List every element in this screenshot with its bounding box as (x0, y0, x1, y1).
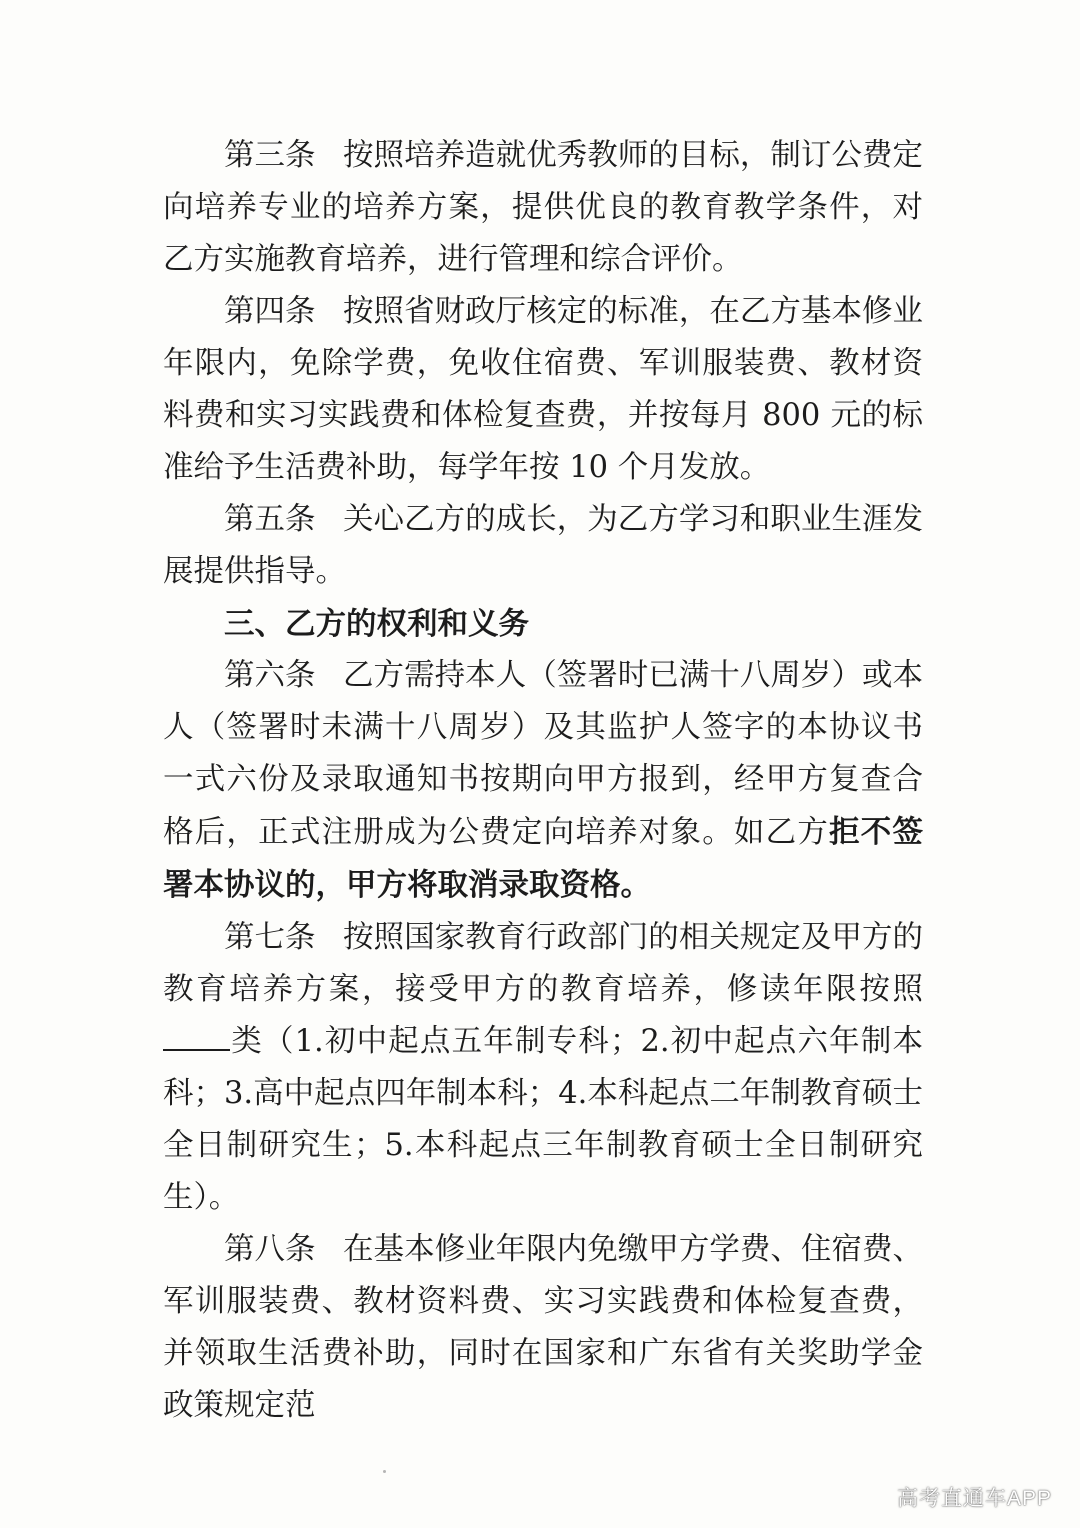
document-body (163, 130, 923, 1432)
article-6-bold-text: 拒不签署本协议的，甲方将取消录取资格。 (163, 814, 924, 903)
article-7-text-after: 类（1.初中起点五年制专科；2.初中起点六年制本科；3.高中起点四年制本科；4.本科起点二年制教育硕士全日制研究生；5.本科起点三年制教育硕士全日制研究生）。 (163, 1024, 923, 1215)
scan-speck (383, 1470, 386, 1473)
article-7 (163, 912, 923, 1224)
article-3-number: 第三条 (224, 138, 316, 173)
article-3-text: 按照培养造就优秀教师的目标，制订公费定向培养专业的培养方案，提供优良的教育教学条件，对乙方实施教育培养，进行管理和综合评价。 (163, 138, 924, 277)
article-8 (163, 1224, 923, 1432)
article-4-text: 按照省财政厅核定的标准，在乙方基本修业年限内，免除学费，免收住宿费、军训服装费、教材资料费和实习实践费和体检复查费，并按每月 800 元的标准给予生活费补助，每学年按 10 个月发放。 (163, 294, 924, 485)
watermark: 高考直通车APP (896, 1487, 1052, 1510)
article-6 (163, 650, 923, 912)
article-8-number: 第八条 (224, 1232, 316, 1267)
article-8-text: 在基本修业年限内免缴甲方学费、住宿费、军训服装费、教材资料费、实习实践费和体检复查费，并领取生活费补助，同时在国家和广东省有关奖助学金政策规定范 (163, 1232, 924, 1423)
article-4-number: 第四条 (224, 294, 316, 329)
article-5 (163, 494, 923, 598)
article-6-text: 乙方需持本人（签署时已满十八周岁）或本人（签署时未满十八周岁）及其监护人签字的本协议书一式六份及录取通知书按期向甲方报到，经甲方复查合格后，正式注册成为公费定向培养对象。如乙方 (163, 658, 924, 850)
article-4 (163, 286, 923, 494)
article-3 (163, 130, 923, 286)
section-heading: 三、乙方的权利和义务 (224, 606, 529, 642)
article-5-text: 关心乙方的成长，为乙方学习和职业生涯发展提供指导。 (163, 502, 924, 589)
fill-in-blank (163, 1022, 230, 1051)
article-6-number: 第六条 (224, 658, 316, 693)
article-7-number: 第七条 (224, 920, 316, 955)
article-7-text-before: 按照国家教育行政部门的相关规定及甲方的教育培养方案，接受甲方的教育培养，修读年限按照 (163, 920, 924, 1007)
article-5-number: 第五条 (224, 502, 316, 537)
